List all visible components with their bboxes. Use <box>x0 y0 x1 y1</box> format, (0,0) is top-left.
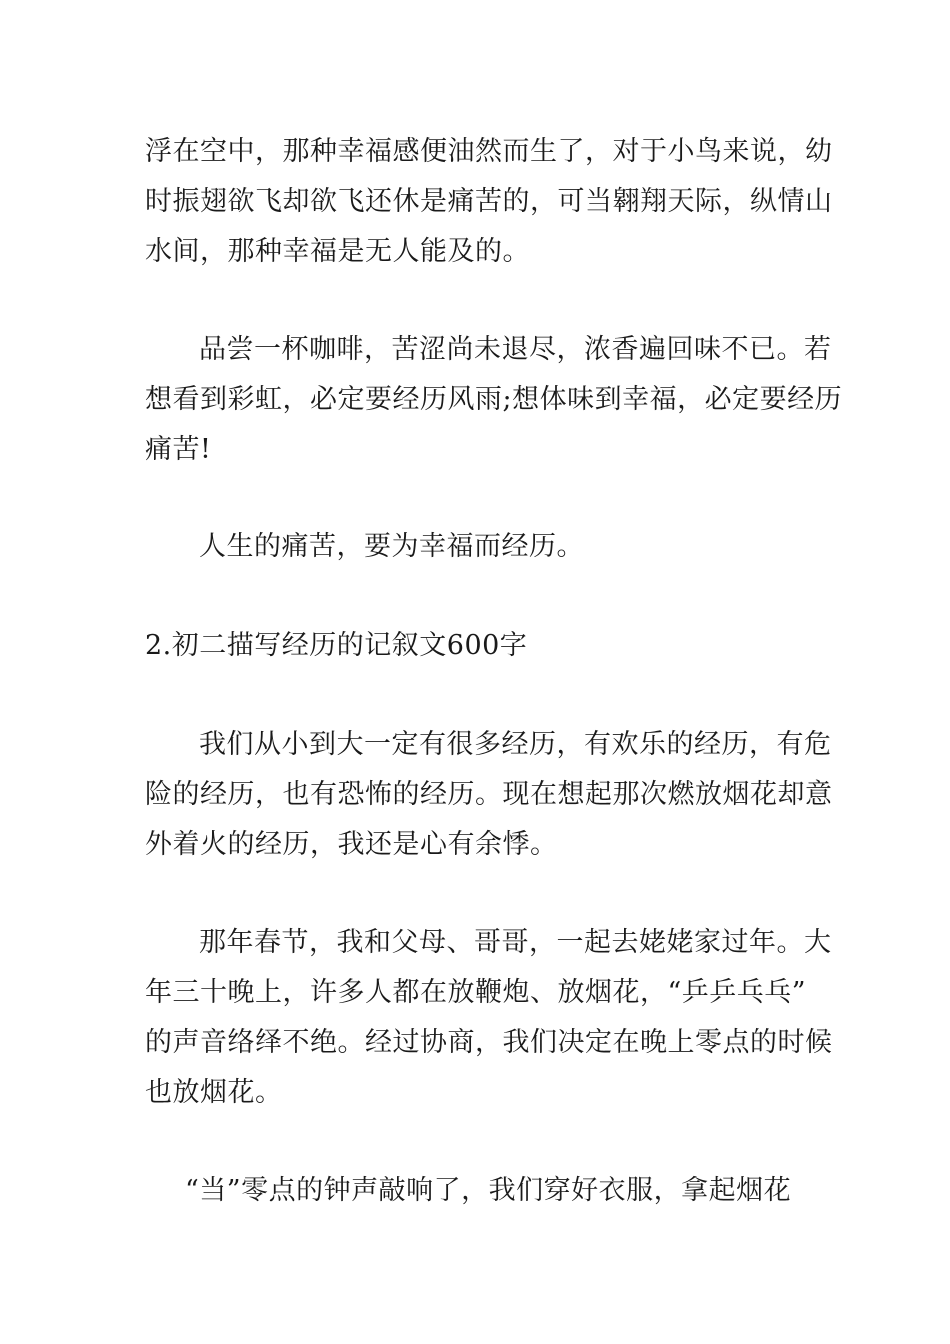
paragraph-happiness-bird <box>145 127 833 277</box>
paragraph-life-pain <box>145 522 810 572</box>
text-line: 痛苦! <box>145 434 212 465</box>
text-line: 年三十晚上，许多人都在放鞭炮、放烟花，“乒乒乓乓” <box>145 977 807 1008</box>
text-line: 险的经历，也有恐怖的经历。现在想起那次燃放烟花却意 <box>145 779 833 810</box>
text-line: 人生的痛苦，要为幸福而经历。 <box>199 531 584 562</box>
text-line: 水间，那种幸福是无人能及的。 <box>145 236 530 267</box>
text-line: 那年春节，我和父母、哥哥，一起去姥姥家过年。大 <box>199 927 832 958</box>
paragraph-coffee <box>145 325 843 475</box>
section-heading <box>145 621 810 671</box>
heading-text: 2.初二描写经历的记叙文600字 <box>145 630 528 661</box>
paragraph-midnight-bell <box>145 1166 810 1216</box>
text-line: 外着火的经历，我还是心有余悸。 <box>145 829 558 860</box>
text-line: 时振翅欲飞却欲飞还休是痛苦的，可当翱翔天际，纵情山 <box>145 186 833 217</box>
text-line: 想看到彩虹，必定要经历风雨;想体味到幸福，必定要经历 <box>145 384 843 415</box>
text-line: 浮在空中，那种幸福感便油然而生了，对于小鸟来说，幼 <box>145 136 833 167</box>
paragraph-spring-festival <box>145 918 833 1118</box>
text-line: 我们从小到大一定有很多经历，有欢乐的经历，有危 <box>199 729 832 760</box>
text-line: “当”零点的钟声敲响了，我们穿好衣服，拿起烟花 <box>185 1175 792 1206</box>
paragraph-experiences <box>145 720 833 870</box>
text-line: 的声音络绎不绝。经过协商，我们决定在晚上零点的时候 <box>145 1027 833 1058</box>
text-line: 品尝一杯咖啡，苦涩尚未退尽，浓香遍回味不已。若 <box>199 334 832 365</box>
text-line: 也放烟花。 <box>145 1077 283 1108</box>
